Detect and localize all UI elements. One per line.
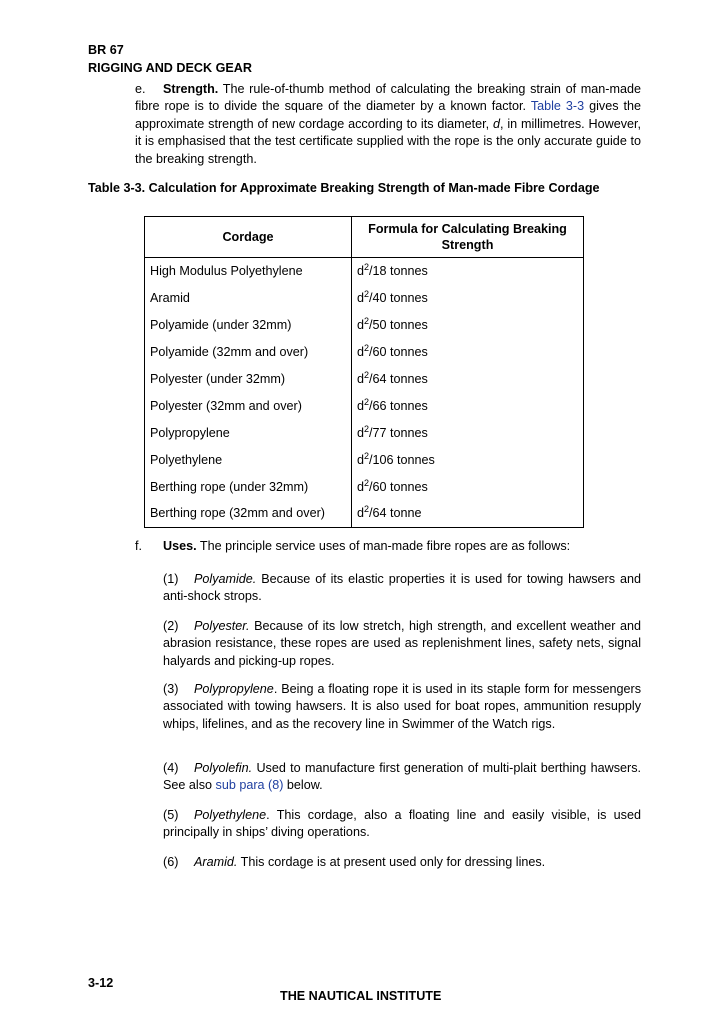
formula-cell [352, 339, 584, 366]
formula-base: d [357, 291, 365, 306]
formula-base: d [357, 425, 365, 440]
table-reference-link[interactable]: Table 3-3 [530, 99, 585, 114]
formula-cell [352, 446, 584, 473]
formula-base: d [357, 506, 365, 521]
use-item-text: Because of its elastic properties it is used for towing hawsers and anti-shock strops. [163, 572, 641, 604]
formula-cell [352, 419, 584, 446]
use-item-text: . Being a floating rope it is used in its staple form for messengers associated with towing hawsers. It is also used for boat ropes, ammunition resupply whips, lifelines, and as the recovery line in Swimmer of the Watch rigs. [163, 682, 641, 731]
table-row [145, 339, 584, 366]
formula-exponent: 2 [364, 316, 370, 327]
table-row [145, 366, 584, 393]
paragraph-label: f. [135, 539, 142, 553]
cordage-cell: Aramid [145, 285, 352, 312]
use-item-polyamide [163, 571, 641, 606]
sub-para-reference-link[interactable]: sub para (8) [215, 778, 284, 793]
diameter-variable: d [493, 116, 501, 131]
formula-cell [352, 366, 584, 393]
table-row [145, 258, 584, 285]
formula-divisor: /106 tonnes [369, 452, 435, 467]
use-item-number: (1) [163, 572, 179, 586]
breaking-strength-table [144, 216, 584, 528]
paragraph-strength [135, 81, 641, 168]
cordage-cell: Polypropylene [145, 419, 352, 446]
use-item-polyester [163, 618, 641, 670]
formula-base: d [357, 345, 365, 360]
publisher-name: THE NAUTICAL INSTITUTE [280, 989, 442, 1003]
formula-base: d [357, 264, 365, 279]
paragraph-heading: Strength. [163, 82, 219, 96]
paragraph-text: gives the approximate strength of new cordage according to its diameter, [135, 99, 642, 131]
formula-exponent: 2 [364, 262, 370, 273]
cordage-cell: Polyester (under 32mm) [145, 366, 352, 393]
use-item-term: Polyolefin. [194, 761, 253, 775]
use-item-number: (2) [163, 619, 179, 633]
table-caption: Table 3-3. Calculation for Approximate Breaking Strength of Man-made Fibre Cordage [88, 181, 600, 195]
paragraph-label: e. [135, 82, 146, 96]
table-row [145, 419, 584, 446]
document-code: BR 67 [88, 43, 124, 57]
formula-cell [352, 392, 584, 419]
formula-exponent: 2 [364, 423, 370, 434]
cordage-cell: Polyethylene [145, 446, 352, 473]
cordage-cell: Berthing rope (under 32mm) [145, 473, 352, 500]
formula-divisor: /18 tonnes [369, 264, 428, 279]
formula-exponent: 2 [364, 477, 370, 488]
formula-base: d [357, 398, 365, 413]
table-row [145, 473, 584, 500]
paragraph-heading: Uses. [163, 539, 197, 553]
use-item-polyolefin [163, 760, 641, 795]
formula-exponent: 2 [364, 343, 370, 354]
use-item-number: (3) [163, 682, 179, 696]
formula-exponent: 2 [364, 450, 370, 461]
use-item-number: (6) [163, 855, 179, 869]
cordage-cell: Polyamide (32mm and over) [145, 339, 352, 366]
use-item-term: Aramid. [194, 855, 238, 869]
formula-divisor: /40 tonnes [369, 291, 428, 306]
formula-divisor: /66 tonnes [369, 398, 428, 413]
page-number: 3-12 [88, 976, 114, 990]
formula-cell [352, 312, 584, 339]
table-row [145, 500, 584, 527]
formula-divisor: /60 tonnes [369, 479, 428, 494]
cordage-cell: Polyamide (under 32mm) [145, 312, 352, 339]
use-item-number: (4) [163, 761, 179, 775]
formula-exponent: 2 [364, 370, 370, 380]
formula-cell [352, 258, 584, 285]
cordage-cell: Polyester (32mm and over) [145, 392, 352, 419]
cordage-cell: High Modulus Polyethylene [145, 258, 352, 285]
table-row [145, 285, 584, 312]
use-item-aramid [163, 854, 641, 871]
paragraph-text: , in millimetres. However, it is emphasised that the test certificate supplied with the rope is the only accurate guide to the breaking strength. [135, 116, 642, 166]
formula-base: d [357, 318, 365, 333]
use-item-text: . This cordage, also a floating line and easily visible, is used principally in ships’ diving operations. [163, 808, 641, 840]
formula-base: d [357, 372, 365, 386]
formula-divisor: /60 tonnes [369, 345, 428, 360]
table-row [145, 312, 584, 339]
use-item-term: Polyethylene [194, 808, 267, 822]
table-row [145, 392, 584, 419]
column-header-cordage: Cordage [145, 217, 352, 258]
formula-base: d [357, 479, 365, 494]
table-row [145, 446, 584, 473]
formula-divisor: /50 tonnes [369, 318, 428, 333]
use-item-polypropylene [163, 681, 641, 733]
formula-exponent: 2 [364, 396, 370, 407]
formula-divisor: /64 tonne [369, 506, 422, 521]
paragraph-text: The rule-of-thumb method of calculating the breaking strain of man-made fibre rope is to divide the square of the diameter by a known factor. [135, 82, 641, 114]
use-item-term: Polyamide. [194, 572, 257, 586]
formula-base: d [357, 452, 365, 467]
use-item-text: This cordage is at present used only for dressing lines. [240, 855, 546, 869]
formula-divisor: /64 tonnes [369, 372, 428, 386]
formula-divisor: /77 tonnes [369, 425, 428, 440]
document-title: RIGGING AND DECK GEAR [88, 61, 252, 75]
use-item-text: below. [286, 778, 323, 793]
use-item-term: Polypropylene [194, 682, 274, 696]
use-item-term: Polyester. [194, 619, 250, 633]
formula-cell [352, 500, 584, 527]
cordage-cell: Berthing rope (32mm and over) [145, 500, 352, 527]
formula-cell [352, 285, 584, 312]
paragraph-text: The principle service uses of man-made fibre ropes are as follows: [199, 539, 571, 553]
paragraph-uses [135, 538, 641, 555]
formula-cell [352, 473, 584, 500]
formula-exponent: 2 [364, 289, 370, 300]
use-item-text: Because of its low stretch, high strength, and excellent weather and abrasion resistance, these ropes are used as replenishment lines, safety nets, signal halyards and picking-up ropes. [163, 619, 641, 668]
use-item-text: Used to manufacture first generation of multi-plait berthing hawsers. See also [163, 761, 642, 793]
use-item-polyethylene [163, 807, 641, 842]
use-item-number: (5) [163, 808, 179, 822]
formula-exponent: 2 [364, 504, 370, 515]
column-header-formula: Formula for Calculating Breaking Strength [352, 217, 584, 258]
